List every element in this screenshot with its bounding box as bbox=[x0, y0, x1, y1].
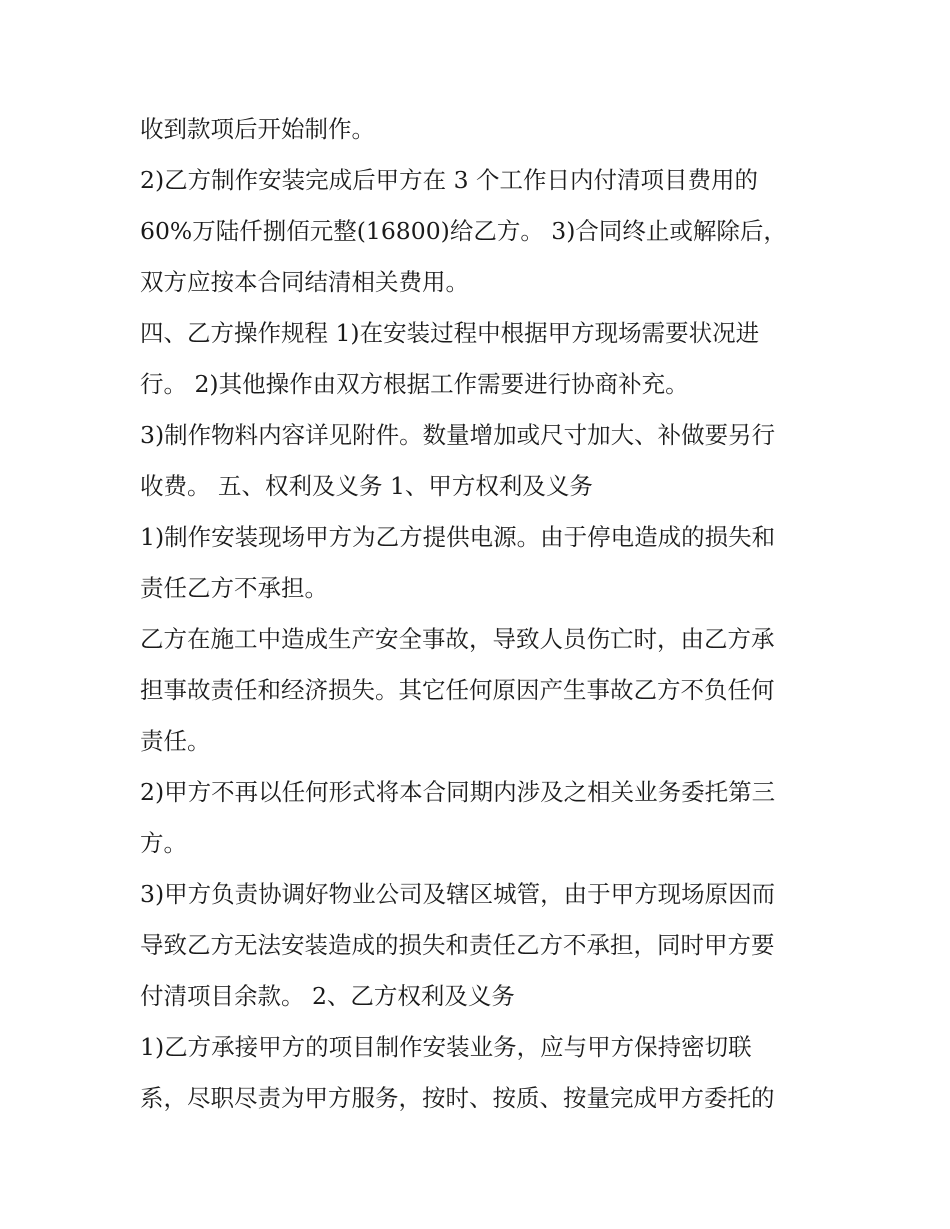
text-line: 3)甲方负责协调好物业公司及辖区城管，由于甲方现场原因而 bbox=[140, 880, 776, 908]
text-line: 收费。 五、权利及义务 1、甲方权利及义务 bbox=[140, 472, 593, 500]
document-body bbox=[140, 104, 820, 1124]
text-line: 系，尽职尽责为甲方服务，按时、按质、按量完成甲方委托的 bbox=[140, 1084, 775, 1112]
text-line: 方。 bbox=[140, 829, 187, 857]
text-line: 导致乙方无法安装造成的损失和责任乙方不承担，同时甲方要 bbox=[140, 931, 775, 959]
text-line: 担事故责任和经济损失。其它任何原因产生事故乙方不负任何 bbox=[140, 676, 775, 704]
text-line: 乙方在施工中造成生产安全事故，导致人员伤亡时，由乙方承 bbox=[140, 625, 775, 653]
text-line: 3)制作物料内容详见附件。数量增加或尺寸加大、补做要另行 bbox=[140, 421, 776, 449]
text-line: 60%万陆仟捌佰元整(16800)给乙方。 3)合同终止或解除后， bbox=[140, 217, 787, 245]
text-line: 双方应按本合同结清相关费用。 bbox=[140, 268, 469, 296]
text-line: 收到款项后开始制作。 bbox=[140, 115, 375, 143]
text-line: 2)乙方制作安装完成后甲方在 3 个工作日内付清项目费用的 bbox=[140, 166, 759, 194]
text-line: 四、乙方操作规程 1)在安装过程中根据甲方现场需要状况进 bbox=[140, 319, 760, 347]
text-line: 2)甲方不再以任何形式将本合同期内涉及之相关业务委托第三 bbox=[140, 778, 776, 806]
text-line: 1)乙方承接甲方的项目制作安装业务，应与甲方保持密切联 bbox=[140, 1033, 752, 1061]
text-line: 1)制作安装现场甲方为乙方提供电源。由于停电造成的损失和 bbox=[140, 523, 776, 551]
text-line: 行。 2)其他操作由双方根据工作需要进行协商补充。 bbox=[140, 370, 689, 398]
text-line: 责任乙方不承担。 bbox=[140, 574, 328, 602]
text-line: 责任。 bbox=[140, 727, 211, 755]
text-line: 付清项目余款。 2、乙方权利及义务 bbox=[140, 982, 515, 1010]
